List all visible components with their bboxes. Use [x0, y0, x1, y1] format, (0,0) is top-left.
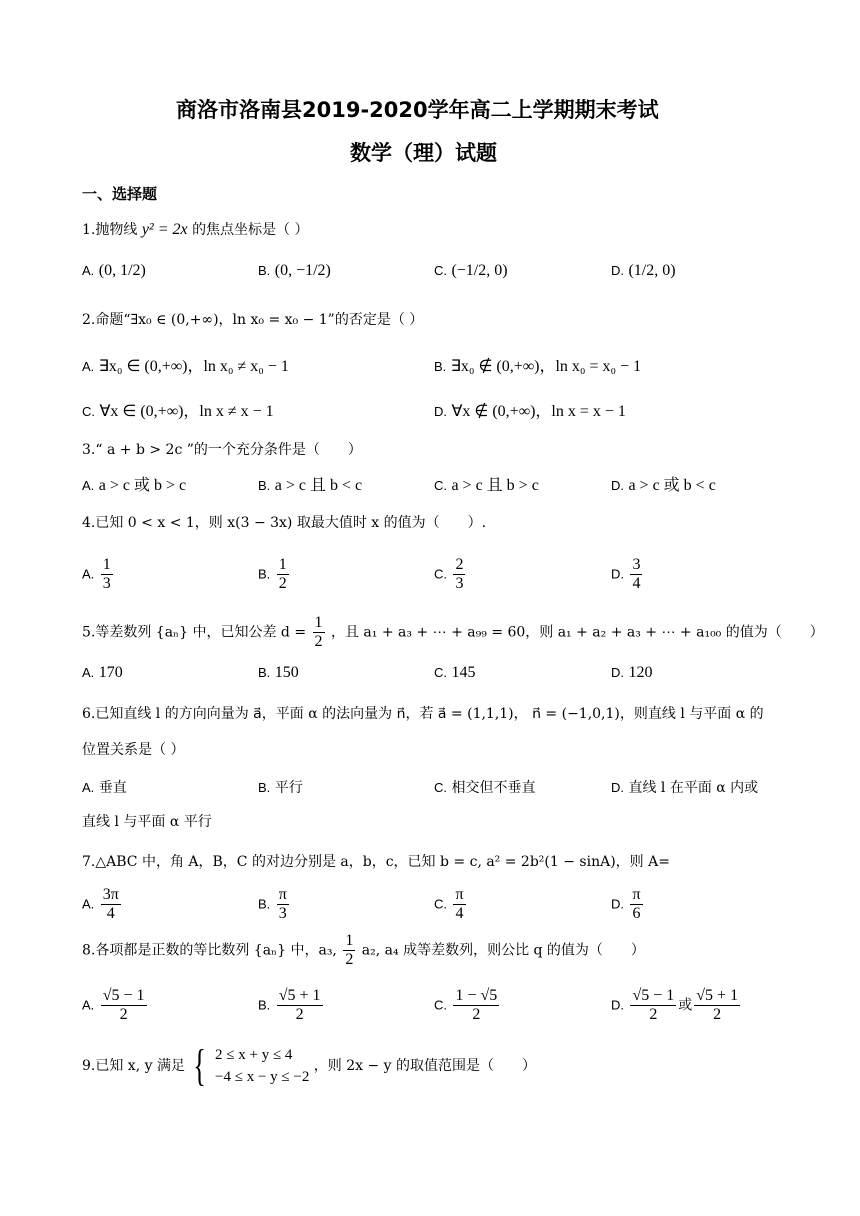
- q5-option-b: B. 150: [258, 664, 299, 681]
- question-3: 3.“ a + b > 2c ”的一个充分条件是（ ）: [82, 442, 362, 458]
- question-1: [82, 219, 309, 239]
- q7-option-a: A. $\frac{3\pi}{4}$: [82, 886, 119, 922]
- question-6: 6.已知直线 l 的方向向量为 a⃗，平面 α 的法向量为 n⃗，若 a⃗ = (1,1,1)， n⃗ = (−1,0,1)，则直线 l 与平面 α 的: [82, 706, 764, 722]
- q4-option-b: B. $\frac{1}{2}$: [258, 556, 287, 592]
- q1-expression: y² = 2x: [141, 221, 188, 238]
- question-9: 9.已知 x, y 满足 { 2 ≤ x + y ≤ 4 −4 ≤ x − y ≤ −2 ，则 2x − y 的取值范围是（ ）: [82, 1041, 537, 1090]
- q4-option-d: D. $\frac{3}{4}$: [611, 556, 641, 592]
- q2-option-c: C. ∀x ∈ (0,+∞)，ln x ≠ x − 1: [82, 403, 274, 420]
- q7-option-d: D. $\frac{\pi}{6}$: [611, 886, 641, 922]
- q5-option-d: D. 120: [611, 664, 653, 681]
- question-8: 8.各项都是正数的等比数列 {aₙ} 中，a₃, $\frac{1}{2}$ a₂, a₄ 成等差数列，则公比 q 的值为（ ）: [82, 932, 645, 968]
- q7-option-c: C. $\frac{\pi}{4}$: [434, 886, 464, 922]
- question-7: 7.△ABC 中，角 A，B，C 的对边分别是 a，b，c，已知 b = c, a² = 2b²(1 − sinA)，则 A=: [82, 854, 670, 870]
- q3-option-b: B. a > c 且 b < c: [258, 477, 363, 494]
- left-brace: {: [193, 1041, 207, 1090]
- q1-option-d: D. (1/2, 0): [611, 262, 676, 279]
- q6-option-b: B. 平行: [258, 780, 303, 796]
- q6-option-d: D. 直线 l 在平面 α 内或: [611, 780, 759, 796]
- q8-option-c: C. $\frac{1 - √5}{2}$: [434, 987, 498, 1023]
- q5-option-c: C. 145: [434, 664, 476, 681]
- question-6-line2: 位置关系是（ ）: [82, 742, 185, 758]
- q2-option-d: D. ∀x ∉ (0,+∞)，ln x = x − 1: [434, 403, 626, 420]
- q3-option-d: D. a > c 或 b < c: [611, 477, 716, 494]
- q2-option-a: A. ∃x₀ ∈ (0,+∞)，ln x₀ ≠ x₀ − 1: [82, 358, 289, 375]
- q6-option-a: A. 垂直: [82, 780, 127, 796]
- q2-option-b: B. ∃x₀ ∉ (0,+∞)，ln x₀ = x₀ − 1: [434, 358, 642, 375]
- q4-option-c: C. $\frac{2}{3}$: [434, 556, 464, 592]
- q3-option-c: C. a > c 且 b > c: [434, 477, 539, 494]
- q1-option-b: B. (0, −1/2): [258, 262, 331, 279]
- exam-subtitle: 数学（理）试题: [350, 141, 497, 165]
- q1-suffix: 的焦点坐标是（ ）: [192, 222, 309, 238]
- question-5: 5.等差数列 {aₙ} 中，已知公差 d = $\frac{1}{2}$ ，且 a₁ + a₃ + ⋯ + a₉₉ = 60，则 a₁ + a₂ + a₃ + ⋯ + a₁₀₀ 的值为（ ）: [82, 614, 824, 650]
- exam-title: 商洛市洛南县2019-2020学年高二上学期期末考试: [176, 98, 659, 122]
- question-4: 4.已知 0 < x < 1，则 x(3 − 3x) 取最大值时 x 的值为（ ）.: [82, 515, 487, 531]
- q6-option-c: C. 相交但不垂直: [434, 780, 536, 796]
- q8-option-a: A. $\frac{√5 - 1}{2}$: [82, 987, 145, 1023]
- q1-option-c: C. (−1/2, 0): [434, 262, 508, 279]
- section-heading: 一、选择题: [82, 185, 158, 203]
- q7-option-b: B. $\frac{\pi}{3}$: [258, 886, 287, 922]
- q5-option-a: A. 170: [82, 664, 123, 681]
- q6-option-d-continued: 直线 l 与平面 α 平行: [82, 814, 212, 830]
- q1-option-a: A. (0, 1/2): [82, 262, 146, 279]
- q8-option-b: B. $\frac{√5 + 1}{2}$: [258, 987, 321, 1023]
- q1-prefix: 1.抛物线: [82, 222, 138, 238]
- question-2: 2.命题“∃x₀ ∈ (0,+∞)，ln x₀ = x₀ − 1”的否定是（ ）: [82, 312, 424, 328]
- q4-option-a: A. $\frac{1}{3}$: [82, 556, 111, 592]
- q8-option-d: D. $\frac{√5 - 1}{2}$ 或 $\frac{√5 + 1}{2}$: [611, 987, 739, 1023]
- constraint-system: 2 ≤ x + y ≤ 4 −4 ≤ x − y ≤ −2: [215, 1047, 310, 1085]
- q3-option-a: A. a > c 或 b > c: [82, 477, 187, 494]
